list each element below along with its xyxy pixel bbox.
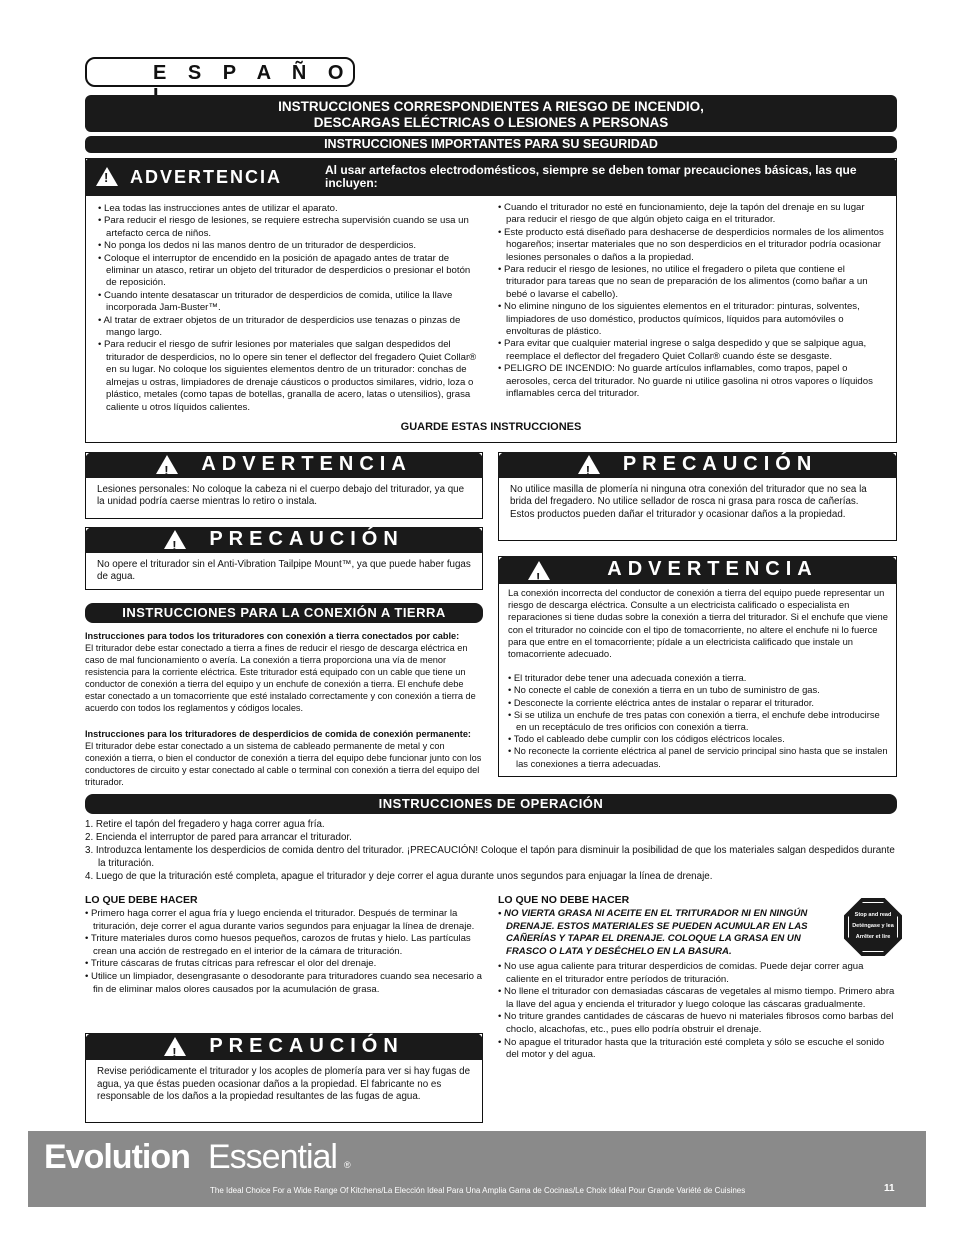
list-item: • No apague el triturador hasta que la trituración esté completa y sólo se escuche el sonido del motor y del agua. [498,1037,897,1062]
warning-icon [164,1037,186,1056]
list-item: 4. Luego de que la trituración esté completa, apague el triturador y deje correr el agua durante unos segundos para enjuagar la línea de drenaje. [85,871,713,882]
caution-mount-title: PRECAUCIÓN [209,528,404,550]
warning-ground-text [508,587,888,770]
operation-steps [85,818,897,883]
grounding-p1: El triturador debe estar conectado a tierra a fines de reducir el riesgo de descarga eléctrica en caso de mal funcionamiento o avería. La conexión a tierra proporciona una vía de menor resistencia para la corriente eléctrica. Este triturador está equipado con un cable que tiene un conductor de conexión a tierra del equipo y un enchufe de conexión a tierra. El enchufe debe estar conectado a un tomacorriente que esté instalado correctamente y con conexión a tierra de acuerdo con todos los reglamentos y códigos locales. [85,643,476,713]
grounding-title: INSTRUCCIONES PARA LA CONEXIÓN A TIERRA [85,603,483,623]
safety-list-left [98,203,480,414]
stop-sign-line: Stop and read [854,912,892,918]
list-item: • Para reducir el riesgo de sufrir lesiones por materiales que salgan despedidos del triturador de desperdicios, no lo opere sin tener el deflector del fregadero Quiet Collar® en su lugar. No coloque los siguientes elementos dentro de un triturador: conchas de almejas u ostras, limpiadores de drenaje cáusticos o productos similares, vidrio, loza o plástico, metales (como tapas de botellas, granalla de acero, latas o utensilios), grasa caliente u otros líquidos calientes. [98,339,480,413]
list-item: • Utilice un limpiador, desengrasante o desodorante para trituradores cuando sea necesario a fin de eliminar malos olores causados por la acumulación de grasa. [85,971,483,996]
list-item: • Para reducir el riesgo de lesiones, se requiere estrecha supervisión cuando se usa un artefacto cerca de niños. [98,215,480,240]
list-item: • No use agua caliente para triturar desperdicios de comidas. Puede dejar correr agua caliente en el triturador entre períodos de trituración. [498,961,897,986]
caution-leaks-title: PRECAUCIÓN [209,1035,404,1057]
warning-icon [164,530,186,549]
list-item: • PELIGRO DE INCENDIO: No guarde artículos inflamables, como trapos, papel o aerosoles, cerca del triturador. No guarde ni utilice gasolina ni otros vapores o líquidos inflamables cerca del triturador. [498,363,884,400]
list-item: • No ponga los dedos ni las manos dentro de un triturador de desperdicios. [98,240,480,252]
grounding-h1: Instrucciones para todos los trituradores con conexión a tierra conectados por cable: [85,631,460,641]
dont-list [498,961,897,1062]
main-banner [85,95,897,132]
grounding-h2: Instrucciones para los trituradores de desperdicios de comida de conexión permanente: [85,729,471,739]
warning-injury-header [85,452,483,478]
list-item: 2. Encienda el interruptor de pared para arrancar el triturador. [85,832,352,843]
caution-putty-header [498,452,897,478]
warning-injury-title: ADVERTENCIA [201,453,412,475]
list-item: • Triture cáscaras de frutas cítricas para refrescar el olor del drenaje. [85,958,483,971]
list-item: • Todo el cableado debe cumplir con los códigos eléctricos locales. [508,733,888,745]
list-item: • Si se utiliza un enchufe de tres patas con conexión a tierra, el enchufe debe introducirse en un receptáculo de tres orificios con conexión a tierra. [508,709,888,733]
warning-injury-text: Lesiones personales: No coloque la cabeza ni el cuerpo debajo del triturador, ya que la unidad podría caerse mientras lo retiro o instala. [97,484,465,508]
list-item: • No triture grandes cantidades de cáscaras de huevo ni materiales fibrosos como barbas del choclo, alcachofas, etc., pues ello podría obstruir el drenaje. [498,1011,897,1036]
warning-icon [528,561,550,580]
list-item: • NO VIERTA GRASA NI ACEITE EN EL TRITURADOR NI EN NINGÚN DRENAJE. ESTOS MATERIALES SE PUEDEN ACUMULAR EN LAS CAÑERÍAS Y TAPAR EL DRENAJE. COLOQUE LA GRASA EN UN FRASCO O LATA Y DESÉCHELO EN LA BASURA. [498,908,838,958]
list-item: 1. Retire el tapón del fregadero y haga correr agua fría. [85,819,325,830]
list-item: • No elimine ninguno de los siguientes elementos en el triturador: pinturas, solventes, limpiadores de uso doméstico, productos químicos, líquidos para automóviles o envolturas de plástico. [498,301,884,338]
list-item: • Cuando el triturador no esté en funcionamiento, deje la tapón del drenaje en su lugar para reducir el riesgo de que algún objeto caiga en el triturador. [498,202,884,227]
language-label: E S P A Ñ O [153,62,352,84]
do-list [85,908,483,996]
list-item: • Triture materiales duros como huesos pequeños, carozos de frutas y hielo. Las partículas crean una acción de restregado en el interior de la cámara de trituración. [85,933,483,958]
caution-mount-text: No opere el triturador sin el Anti-Vibration Tailpipe Mount™, ya que puede haber fugas de agua. [97,559,471,583]
page-number: 11 [884,1183,895,1194]
list-item: • Al tratar de extraer objetos de un triturador de desperdicios use tenazas o pinzas de mango largo. [98,315,480,340]
warning-icon [156,455,178,474]
warning-icon [578,455,600,474]
list-item: • Lea todas las instrucciones antes de utilizar el aparato. [98,203,480,215]
warning-ground-list [508,672,888,770]
list-item: • No llene el triturador con demasiadas cáscaras de vegetales al mismo tiempo. Primero abra la llave del agua y encienda el triturador y luego coloque las cáscaras gradualmente. [498,986,897,1011]
sub-banner: INSTRUCCIONES IMPORTANTES PARA SU SEGURIDAD [85,136,897,153]
operation-title: INSTRUCCIONES DE OPERACIÓN [85,794,897,814]
grounding-p2: El triturador debe estar conectado a un sistema de cableado permanente de metal y con conexión a tierra, o bien el conductor de conexión a tierra del equipo debe funcionar junto con los conductores de circuito y estar conectado al cable o terminal con conexión a tierra del equipo del triturador. [85,741,482,787]
caution-putty-text: No utilice masilla de plomería ni ninguna otra conexión del triturador que no sea la brida del fregadero. No utilice sellador de rosca ni grasa para rosca de cañerías. Estos productos pueden dañar el triturador y ocasionar daños a la propiedad. [510,484,867,520]
stop-sign-line: Deténgase y lea [852,923,894,929]
grounding-text [85,630,483,788]
caution-leaks-text: Revise periódicamente el triturador y los acoples de plomería para ver si hay fugas de agua, ya que éstas pueden ocasionar daños a la propiedad. El fabricante no es responsable de los daños a la propiedad resultantes de las fugas de agua. [97,1066,471,1103]
save-instructions: GUARDE ESTAS INSTRUCCIONES [400,421,582,433]
brand-registered: ® [344,1160,351,1170]
dont-bold-list [498,908,838,958]
stop-sign-line: Arrêter et lire [855,934,891,940]
caution-mount-header [85,527,483,553]
stop-sign-text [844,910,902,943]
brand-logo-light: Essential [208,1138,337,1176]
footer-tagline: The Ideal Choice For a Wide Range Of Kitchens/La Elección Ideal Para Una Amplia Gama de Cocinas/Le Choix Idéal Pour Grande Variété de Cuisines [210,1186,746,1195]
list-item: • No conecte el cable de conexión a tierra en un tubo de suministro de gas. [508,684,888,696]
list-item: • El triturador debe tener una adecuada conexión a tierra. [508,672,888,684]
language-tab [85,57,355,87]
brand-logo-bold: Evolution [44,1138,190,1176]
list-item: • Cuando intente desatascar un triturador de desperdicios de comida, utilice la llave incorporada Jam-Buster™. [98,290,480,315]
caution-putty-title: PRECAUCIÓN [622,453,818,475]
caution-leaks-header [85,1033,483,1060]
warning-icon [96,167,118,186]
list-item: • Este producto está diseñado para deshacerse de desperdicios normales de los alimentos hogareños; insertar materiales que no son desperdicios en el triturador podría ocasionar lesiones personales o daños a la propiedad. [498,227,884,264]
safety-list-right [498,202,884,401]
do-title: LO QUE DEBE HACER [85,894,198,906]
safety-intro: Al usar artefactos electrodomésticos, siempre se deben tomar precauciones básicas, las que incluyen: [325,163,857,190]
list-item: • Para evitar que cualquier material ingrese o salga despedido y que se salpique agua, reemplace el deflector del fregadero Quiet Collar® cuando éste se desgaste. [498,338,884,363]
main-banner-line2: DESCARGAS ELÉCTRICAS O LESIONES A PERSONAS [313,115,669,130]
safety-title: ADVERTENCIA [130,167,283,187]
warning-ground-body: La conexión incorrecta del conductor de conexión a tierra del equipo puede representar un riesgo de descarga eléctrica. Consulte a un electricista calificado o especialista en reparaciones si tiene dudas sobre la conexión a tierra del triturador. Si el enchufe que viene con el triturador no coincide con el tipo de tomacorriente, no altere el enchufe ni lo fuerce para que entre en el tomacorriente; pídale a un electricista calificado que instale un tomacorriente adecuado. [508,587,888,660]
list-item: • Coloque el interruptor de encendido en la posición de apagado antes de tratar de eliminar un atasco, retirar un objeto del triturador de desperdicios o presionar el botón de reposición. [98,253,480,290]
list-item: • Para reducir el riesgo de lesiones, no utilice el fregadero o pileta que contiene el triturador para tareas que no sean de preparación de los alimentos (como bañar a un bebé o lavarse el cabello). [498,264,884,301]
list-item: • No reconecte la corriente eléctrica al panel de servicio principal sino hasta que se instalen las conexiones a tierra adecuadas. [508,745,888,769]
main-banner-line1: INSTRUCCIONES CORRESPONDIENTES A RIESGO DE INCENDIO, [278,99,704,114]
list-item: 3. Introduzca lentamente los desperdicios de comida dentro del triturador. ¡PRECAUCIÓN! Coloque el tapón para disminuir la posibilidad de que los materiales salgan despedidos durante la trituración. [85,845,895,869]
warning-ground-header [498,556,897,584]
dont-title: LO QUE NO DEBE HACER [498,894,630,906]
warning-ground-title: ADVERTENCIA [607,558,818,580]
list-item: • Desconecte la corriente eléctrica antes de instalar o reparar el triturador. [508,697,888,709]
list-item: • Primero haga correr el agua fría y luego encienda el triturador. Después de terminar la trituración, deje correr el agua durante varios segundos para enjuagar la línea de drenaje. [85,908,483,933]
